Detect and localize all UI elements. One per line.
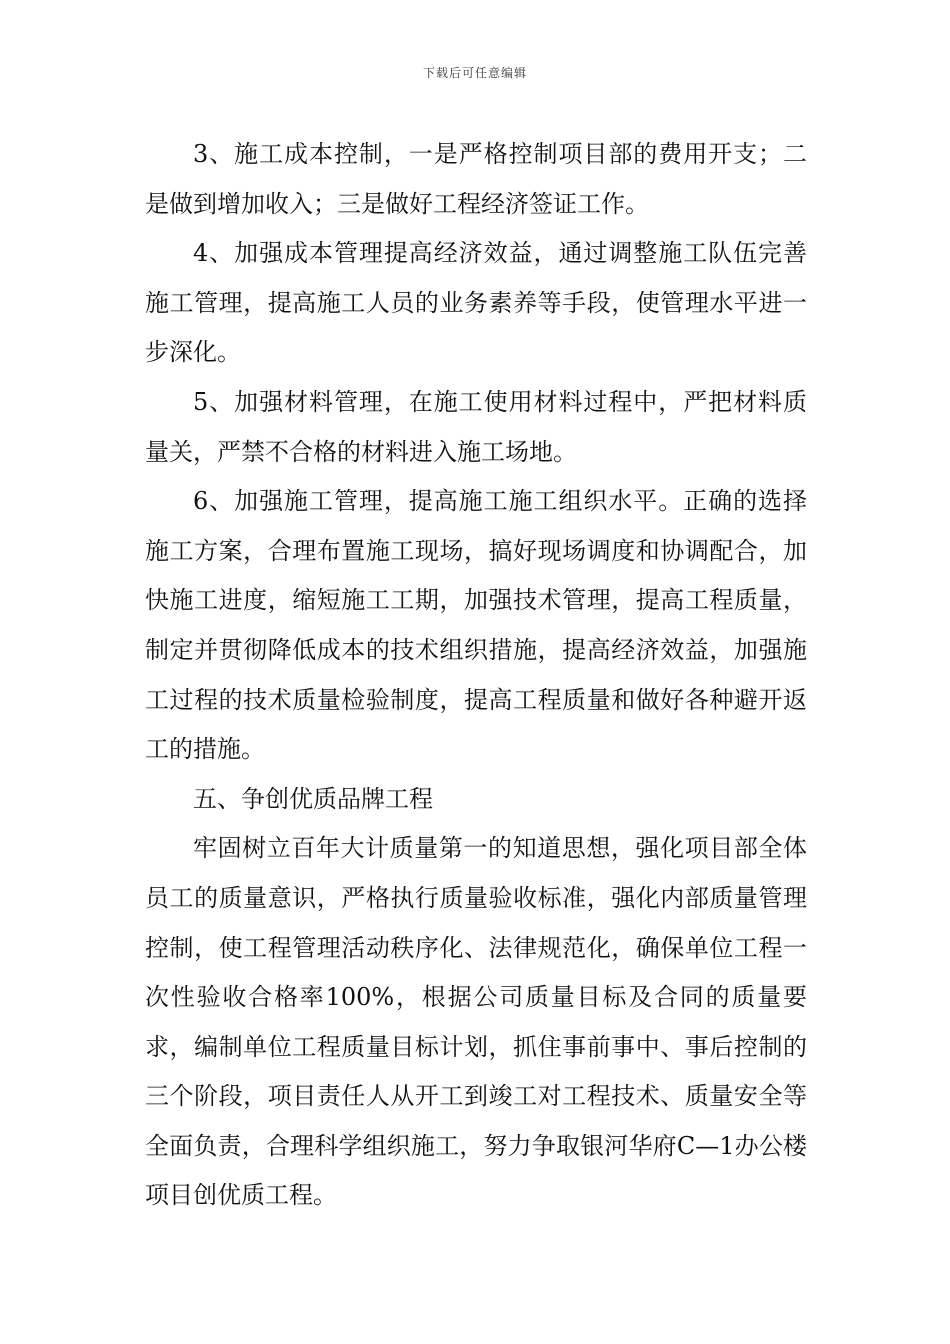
paragraph-cost-management: 4、加强成本管理提高经济效益，通过调整施工队伍完善施工管理，提高施工人员的业务素养等手段，使管理水平进一步深化。 [145,239,807,367]
paragraph-material-management: 5、加强材料管理，在施工使用材料过程中，严把材料质量关，严禁不合格的材料进入施工场地。 [145,387,807,466]
paragraph-quality-goals: 牢固树立百年大计质量第一的知道思想，强化项目部全体员工的质量意识，严格执行质量验收标准，强化内部质量管理控制，使工程管理活动秩序化、法律规范化，确保单位工程一次性验收合格率100%，根据公司质量目标及合同的质量要求，编制单位工程质量目标计划，抓住事前事中、事后控制的三个阶段，项目责任人从开工到竣工对工程技术、质量安全等全面负责，合理科学组织施工，努力争取银河华府C—1办公楼项目创优质工程。 [145,834,807,1210]
paragraph-cost-control: 3、施工成本控制，一是严格控制项目部的费用开支；二是做到增加收入；三是做好工程经济签证工作。 [145,140,807,218]
paragraph-construction-management: 6、加强施工管理，提高施工施工组织水平。正确的选择施工方案，合理布置施工现场，搞好现场调度和协调配合，加快施工进度，缩短施工工期，加强技术管理，提高工程质量，制定并贯彻降低成本的技术组织措施，提高经济效益，加强施工过程的技术质量检验制度，提高工程质量和做好各种避开返工的措施。 [145,487,807,764]
section-heading-quality-project: 五、争创优质品牌工程 [193,784,433,813]
document-body [145,130,807,1221]
page-header: 下载后可任意编辑 [422,66,527,80]
